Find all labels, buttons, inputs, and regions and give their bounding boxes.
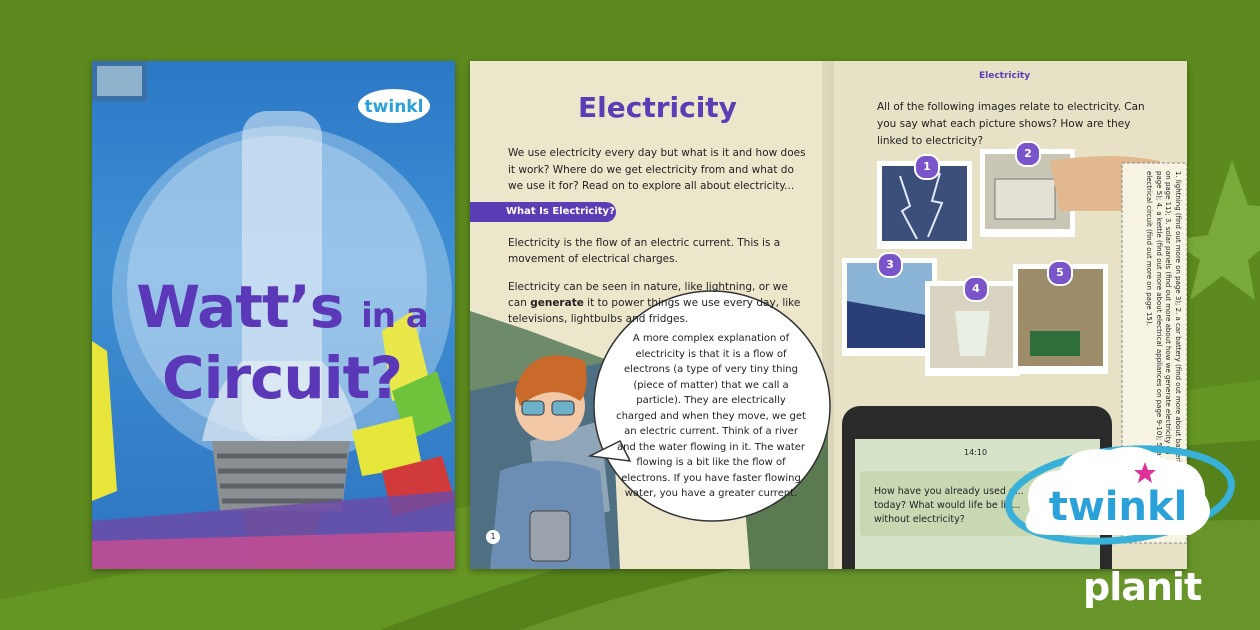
running-head: Electricity xyxy=(979,71,1031,81)
twinkl-brand-logo xyxy=(1000,440,1240,570)
intro-paragraph: We use electricity every day but what is it and how does it work? Where do we get electricity from and what do we use it for? Read on to explore all about electricity... xyxy=(508,147,806,192)
book-cover xyxy=(92,61,455,569)
twinkl-logo xyxy=(357,86,432,124)
image-badge-1: 1 xyxy=(914,154,940,180)
cover-title-word-watts: Watt’s xyxy=(136,273,344,341)
right-page-intro: All of the following images relate to electricity. Can you say what each picture shows? How are they linked to electricity? xyxy=(877,101,1145,147)
cover-title-circuit: Circuit? xyxy=(162,344,402,412)
cover-title-in-a: in a xyxy=(361,296,428,336)
phone-time: 14:10 xyxy=(964,448,988,457)
paragraph-nature-part1: Electricity can be seen in nature, like lightning, or we can xyxy=(508,281,788,309)
paragraph-nature xyxy=(508,279,808,327)
svg-text:twinkl: twinkl xyxy=(1048,484,1188,530)
planit-wordmark: planit xyxy=(1083,565,1202,609)
phone-question: How have you already used e... today? What would life be lik... without electricity? xyxy=(874,486,1024,525)
image-badge-3: 3 xyxy=(877,252,903,278)
page-number: 1 xyxy=(486,530,500,544)
image-badge-2: 2 xyxy=(1015,141,1041,167)
page-title: Electricity xyxy=(578,91,737,124)
paragraph-nature-bold: generate xyxy=(530,297,584,309)
speech-bubble-text: A more complex explanation of electricity is that it is a flow of electrons (a type of very tiny thing (piece of matter) that we call a particle). They are electrically charged and when they move, we get an electric current. Think of a river and the water flowing in it. The water flowing is a bit like the flow of electrons. If you have faster flowing water, you have a greater current. xyxy=(616,333,806,499)
cover-title xyxy=(122,273,442,412)
answer-strip: 1. lightning (find out more on page 3); 2. a car battery (find out more about batteries on page 11); 3. solar panels (find out more about how we generate electricity on page 5); 4. a kettle (find out more about electrical appliances on page 9-10); 5. an electrical circuit (find out more on page 15). xyxy=(1145,171,1182,471)
paragraph-definition: Electricity is the flow of an electric current. This is a movement of electrical charges. xyxy=(508,237,781,265)
paragraph-nature-part2: it to power things we use every day, like televisions, lightbulbs and fridges. xyxy=(508,297,801,325)
image-badge-5: 5 xyxy=(1047,260,1073,286)
section-heading: What Is Electricity? xyxy=(506,206,615,217)
image-badge-4: 4 xyxy=(963,276,989,302)
svg-text:twinkl: twinkl xyxy=(364,97,424,117)
